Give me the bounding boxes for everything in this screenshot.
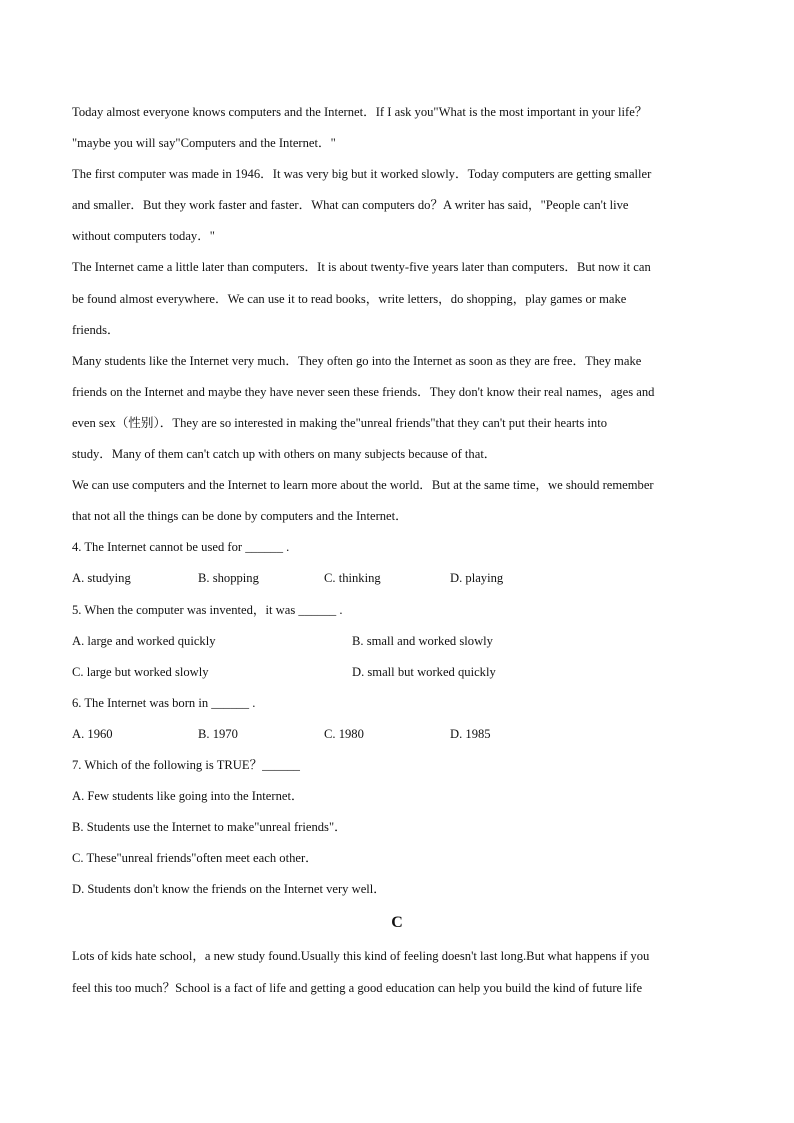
option-a: A. studying [72, 571, 131, 586]
question-7 [72, 750, 722, 905]
options-row [72, 719, 722, 750]
passage-line: Lots of kids hate school，a new study found.Usually this kind of feeling doesn't last long.But what happens if you [72, 949, 650, 964]
question-6 [72, 688, 722, 750]
passage-line: friends． [72, 322, 120, 337]
question-stem: 7. Which of the following is TRUE？______ [72, 757, 300, 772]
passage-line: Today almost everyone knows computers and the Internet．If I ask you"What is the most important in your life？ [72, 105, 648, 119]
option-a: A. large and worked quickly [72, 633, 216, 648]
passage-line: feel this too much？School is a fact of life and getting a good education can help you build the kind of future life [72, 980, 643, 995]
option-a: A. 1960 [72, 726, 113, 741]
option-d: D. small but worked quickly [352, 664, 496, 679]
option-c: C. thinking [324, 571, 381, 586]
passage-line: Many students like the Internet very much．They often go into the Internet as soon as they are free．They make [72, 353, 642, 368]
passage-line: The first computer was made in 1946．It was very big but it worked slowly．Today computers are getting smaller [72, 167, 652, 182]
question-4 [72, 532, 722, 594]
reading-passage [72, 97, 722, 532]
option-a: A. Few students like going into the Internet． [72, 789, 304, 804]
option-b: B. Students use the Internet to make"unreal friends"． [72, 820, 347, 835]
option-b: B. small and worked slowly [352, 633, 493, 648]
options-row [72, 626, 722, 657]
option-d: D. playing [450, 571, 504, 586]
passage-line: that not all the things can be done by computers and the Internet． [72, 509, 408, 524]
question-stem: 5. When the computer was invented，it was ______ . [72, 602, 343, 617]
options-row [72, 563, 722, 594]
passage-line: be found almost everywhere．We can use it to read books，write letters，do shopping，play games or make [72, 291, 627, 306]
options-row [72, 657, 722, 688]
option-b: B. shopping [198, 571, 259, 586]
question-stem: 4. The Internet cannot be used for ______ . [72, 540, 290, 555]
section-c-passage [72, 941, 722, 1003]
document-page [72, 97, 722, 1004]
passage-line: We can use computers and the Internet to learn more about the world．But at the same time，we should remember [72, 478, 654, 493]
passage-line: The Internet came a little later than computers．It is about twenty-five years later than computers．But now it can [72, 260, 651, 275]
passage-line: "maybe you will say"Computers and the Internet．" [72, 136, 336, 151]
passage-line: friends on the Internet and maybe they have never seen these friends．They don't know their real names，ages and [72, 384, 655, 399]
question-stem: 6. The Internet was born in ______ . [72, 695, 256, 710]
passage-line: study．Many of them can't catch up with others on many subjects because of that． [72, 447, 497, 462]
passage-line: without computers today．" [72, 229, 215, 244]
option-c: C. These"unreal friends"often meet each other． [72, 851, 318, 866]
section-heading: C [391, 914, 403, 932]
option-c: C. 1980 [324, 726, 364, 741]
passage-line: even sex（性别）．They are so interested in making the"unreal friends"that they can't put their hearts into [72, 415, 608, 430]
question-5 [72, 595, 722, 688]
option-d: D. 1985 [450, 726, 491, 741]
option-b: B. 1970 [198, 726, 238, 741]
option-c: C. large but worked slowly [72, 664, 209, 679]
option-d: D. Students don't know the friends on the Internet very well． [72, 882, 386, 897]
passage-line: and smaller．But they work faster and faster．What can computers do？A writer has said，"People can't live [72, 198, 629, 213]
